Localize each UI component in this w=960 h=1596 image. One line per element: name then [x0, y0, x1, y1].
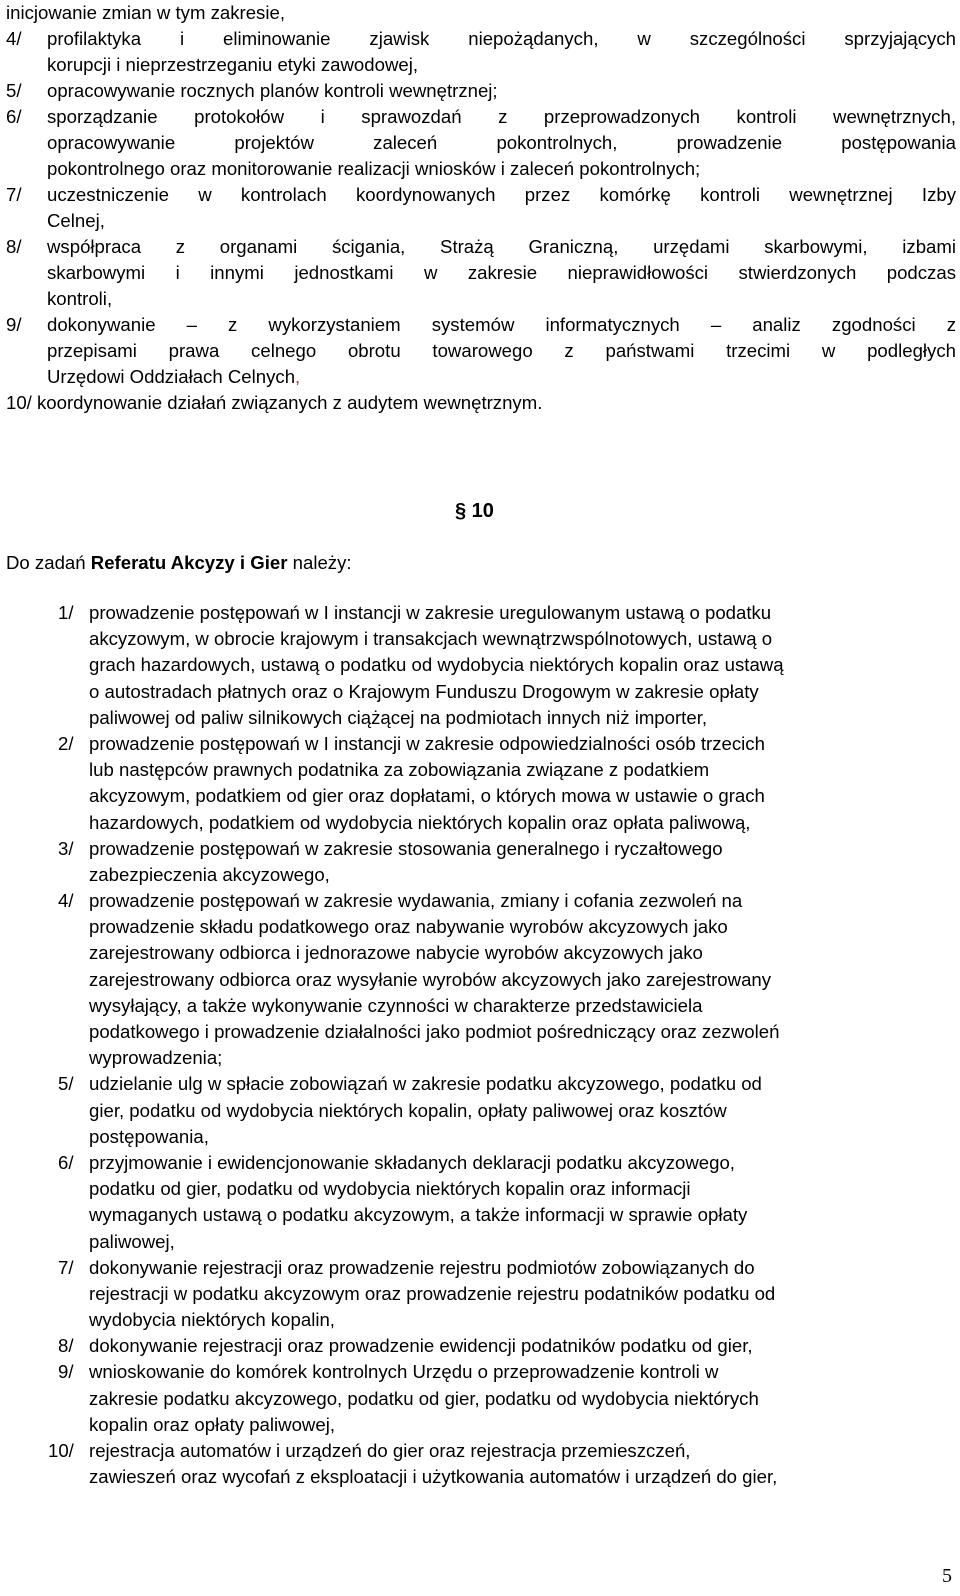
list-item-text: paliwowej,	[89, 1230, 175, 1252]
list-item-text: podatku od gier, podatku od wydobycia niektórych kopalin oraz informacji	[89, 1178, 691, 1200]
list-line	[0, 26, 960, 52]
list-line	[0, 600, 960, 626]
list-item-text: gier, podatku od wydobycia niektórych kopalin, opłaty paliwowej oraz kosztów	[89, 1099, 727, 1121]
list-line	[0, 1019, 960, 1045]
list-line	[0, 260, 960, 286]
list-item-text: uczestniczenie w kontrolach koordynowanych przez komórkę kontroli wewnętrznej Izby	[47, 184, 956, 205]
list-item-text: profilaktyka i eliminowanie zjawisk niepożądanych, w szczególności sprzyjających	[47, 28, 956, 49]
list-line	[0, 234, 960, 260]
list-item-text: prowadzenie postępowań w I instancji w zakresie uregulowanym ustawą o podatku	[89, 602, 772, 623]
list-line	[0, 1255, 960, 1281]
list-line	[0, 390, 960, 416]
list-line	[0, 967, 960, 993]
list-item-text: lub następców prawnych podatnika za zobowiązania związane z podatkiem	[89, 759, 710, 781]
list-item-text: wydobycia niektórych kopalin,	[89, 1309, 335, 1331]
list-item-text: inicjowanie zmian w tym zakresie,	[6, 2, 285, 23]
list-item-text: zawieszeń oraz wycofań z eksploatacji i użytkowania automatów i urządzeń do gier,	[89, 1466, 778, 1488]
list-item-text: sporządzanie protokołów i sprawozdań z przeprowadzonych kontroli wewnętrznych,	[47, 106, 956, 127]
list-item-text: grach hazardowych, ustawą o podatku od wydobycia niektórych kopalin oraz ustawą	[89, 654, 784, 676]
list-item-text: Urzędowi Oddziałach Celnych	[47, 366, 296, 387]
list-item-number: 4/	[6, 28, 22, 49]
list-line	[0, 888, 960, 914]
list-line	[0, 1071, 960, 1097]
list-line	[0, 182, 960, 208]
list-item-text: dokonywanie rejestracji oraz prowadzenie ewidencji podatników podatku od gier,	[89, 1335, 753, 1357]
list-line	[0, 1438, 960, 1464]
list-line	[0, 783, 960, 809]
list-item-number: 3/	[58, 837, 74, 859]
section-intro-after: należy:	[287, 552, 352, 573]
list-line	[0, 652, 960, 678]
list-line	[0, 862, 960, 888]
list-line	[0, 731, 960, 757]
list-line	[0, 1281, 960, 1307]
section-intro-unit: Referatu Akcyzy i Gier	[90, 552, 288, 573]
list-item-text: dokonywanie – z wykorzystaniem systemów informatycznych – analiz zgodności z	[47, 314, 956, 335]
list-item-text: wysyłający, a także wykonywanie czynności w charakterze przedstawiciela	[89, 994, 703, 1016]
list-item-text: skarbowymi i innymi jednostkami w zakresie nieprawidłowości stwierdzonych podczas	[47, 262, 956, 283]
list-line	[0, 1307, 960, 1333]
list-item-number: 1/	[58, 602, 74, 623]
list-item-number: 8/	[6, 236, 22, 257]
list-item-text: podatkowego i prowadzenie działalności jako podmiot pośredniczący oraz zezwoleń	[89, 1021, 780, 1042]
list-item-number: 5/	[58, 1073, 74, 1095]
list-item-number: 7/	[58, 1256, 74, 1278]
list-item-text: prowadzenie postępowań w I instancji w zakresie odpowiedzialności osób trzecich	[89, 732, 765, 754]
list-line	[0, 338, 960, 364]
list-item-number: 8/	[58, 1335, 74, 1357]
list-line	[0, 1412, 960, 1438]
list-item-text: przyjmowanie i ewidencjonowanie składanych deklaracji podatku akcyzowego,	[89, 1151, 735, 1173]
list-item-number: 6/	[58, 1151, 74, 1173]
list-item-text: kontroli,	[47, 288, 113, 309]
list-item-text: zabezpieczenia akcyzowego,	[89, 863, 330, 885]
list-item-text: wyprowadzenia;	[89, 1047, 223, 1069]
referat-task-list	[0, 600, 960, 1490]
list-line	[0, 104, 960, 130]
list-item-number: 7/	[6, 184, 22, 205]
list-line	[0, 757, 960, 783]
list-item-text: prowadzenie postępowań w zakresie wydawania, zmiany i cofania zezwoleń na	[89, 890, 743, 912]
section-intro	[6, 552, 352, 574]
list-line	[0, 156, 960, 182]
list-line	[0, 1333, 960, 1359]
list-item-text: pokontrolnego oraz monitorowanie realizacji wniosków i zaleceń pokontrolnych;	[47, 158, 701, 179]
list-item-text: przepisami prawa celnego obrotu towarowego z państwami trzecimi w podległych	[47, 340, 956, 361]
list-item-text: kopalin oraz opłaty paliwowej,	[89, 1413, 335, 1435]
section-intro-before: Do zadań	[6, 552, 91, 573]
list-line	[0, 1386, 960, 1412]
list-item-text: zarejestrowany odbiorca oraz wysyłanie wyrobów akcyzowych jako zarejestrowany	[89, 968, 772, 990]
list-line	[0, 679, 960, 705]
list-item-text: opracowywanie projektów zaleceń pokontrolnych, prowadzenie postępowania	[47, 132, 956, 153]
list-line	[0, 1202, 960, 1228]
list-item-text: korupcji i nieprzestrzeganiu etyki zawodowej,	[47, 54, 419, 75]
list-item-number: 9/	[6, 314, 22, 335]
list-item-text: 10/ koordynowanie działań związanych z audytem wewnętrznym.	[6, 392, 543, 413]
list-item-number: 4/	[58, 890, 74, 912]
list-item-text: udzielanie ulg w spłacie zobowiązań w zakresie podatku akcyzowego, podatku od	[89, 1073, 762, 1095]
list-line	[0, 78, 960, 104]
list-line	[0, 1098, 960, 1124]
list-item-text: wymaganych ustawą o podatku akcyzowym, a także informacji w sprawie opłaty	[89, 1204, 748, 1226]
list-line	[0, 0, 960, 26]
list-line	[0, 312, 960, 338]
list-line	[0, 1464, 960, 1490]
list-line	[0, 940, 960, 966]
list-item-text: akcyzowym, podatkiem od gier oraz dopłatami, o których mowa w ustawie o grach	[89, 785, 765, 807]
list-item-text: prowadzenie postępowań w zakresie stosowania generalnego i ryczałtowego	[89, 837, 723, 859]
list-item-number: 2/	[58, 732, 74, 754]
list-item-text: postępowania,	[89, 1125, 209, 1147]
list-line	[0, 1124, 960, 1150]
list-item-text: akcyzowym, w obrocie krajowym i transakcjach wewnątrzwspólnotowych, ustawą o	[89, 628, 773, 650]
list-item-text: zarejestrowany odbiorca i jednorazowe nabycie wyrobów akcyzowych jako	[89, 942, 703, 964]
page-number: 5	[942, 1565, 952, 1587]
list-line	[0, 1150, 960, 1176]
list-item-text: o autostradach płatnych oraz o Krajowym Funduszu Drogowym w zakresie opłaty	[89, 680, 759, 702]
list-item-number: 9/	[58, 1361, 74, 1383]
list-line	[0, 52, 960, 78]
list-line	[0, 1176, 960, 1202]
list-line	[0, 810, 960, 836]
list-item-text: dokonywanie rejestracji oraz prowadzenie rejestru podmiotów zobowiązanych do	[89, 1256, 755, 1278]
list-item-text: hazardowych, podatkiem od wydobycia niektórych kopalin oraz opłata paliwową,	[89, 811, 751, 833]
list-line	[0, 993, 960, 1019]
list-item-text-line	[47, 364, 956, 390]
list-line	[0, 364, 960, 390]
task-list-continued	[0, 0, 960, 416]
list-line	[0, 1359, 960, 1385]
list-line	[0, 1229, 960, 1255]
red-comma: ,	[295, 366, 301, 387]
list-line	[0, 914, 960, 940]
list-line	[0, 286, 960, 312]
list-item-text: wnioskowanie do komórek kontrolnych Urzędu o przeprowadzenie kontroli w	[89, 1361, 719, 1383]
list-item-text: współpraca z organami ścigania, Strażą Graniczną, urzędami skarbowymi, izbami	[47, 236, 956, 257]
list-item-text: Celnej,	[47, 210, 105, 231]
list-line	[0, 130, 960, 156]
list-line	[0, 1045, 960, 1071]
list-item-number: 5/	[6, 80, 22, 101]
list-line	[0, 836, 960, 862]
list-item-text: zakresie podatku akcyzowego, podatku od gier, podatku od wydobycia niektórych	[89, 1387, 759, 1409]
list-line	[0, 208, 960, 234]
list-item-number: 6/	[6, 106, 22, 127]
list-item-text: paliwowej od paliw silnikowych ciążącej na podmiotach innych niż importer,	[89, 706, 708, 728]
list-line	[0, 705, 960, 731]
list-item-text: prowadzenie składu podatkowego oraz nabywanie wyrobów akcyzowych jako	[89, 916, 728, 938]
list-item-text: rejestracja automatów i urządzeń do gier oraz rejestracja przemieszczeń,	[89, 1440, 691, 1461]
list-line	[0, 626, 960, 652]
paragraph-mark: § 10	[455, 500, 494, 522]
list-item-number: 10/	[48, 1440, 74, 1461]
list-item-text: opracowywanie rocznych planów kontroli wewnętrznej;	[47, 80, 498, 101]
list-item-text: rejestracji w podatku akcyzowym oraz prowadzenie rejestru podatników podatku od	[89, 1282, 776, 1304]
